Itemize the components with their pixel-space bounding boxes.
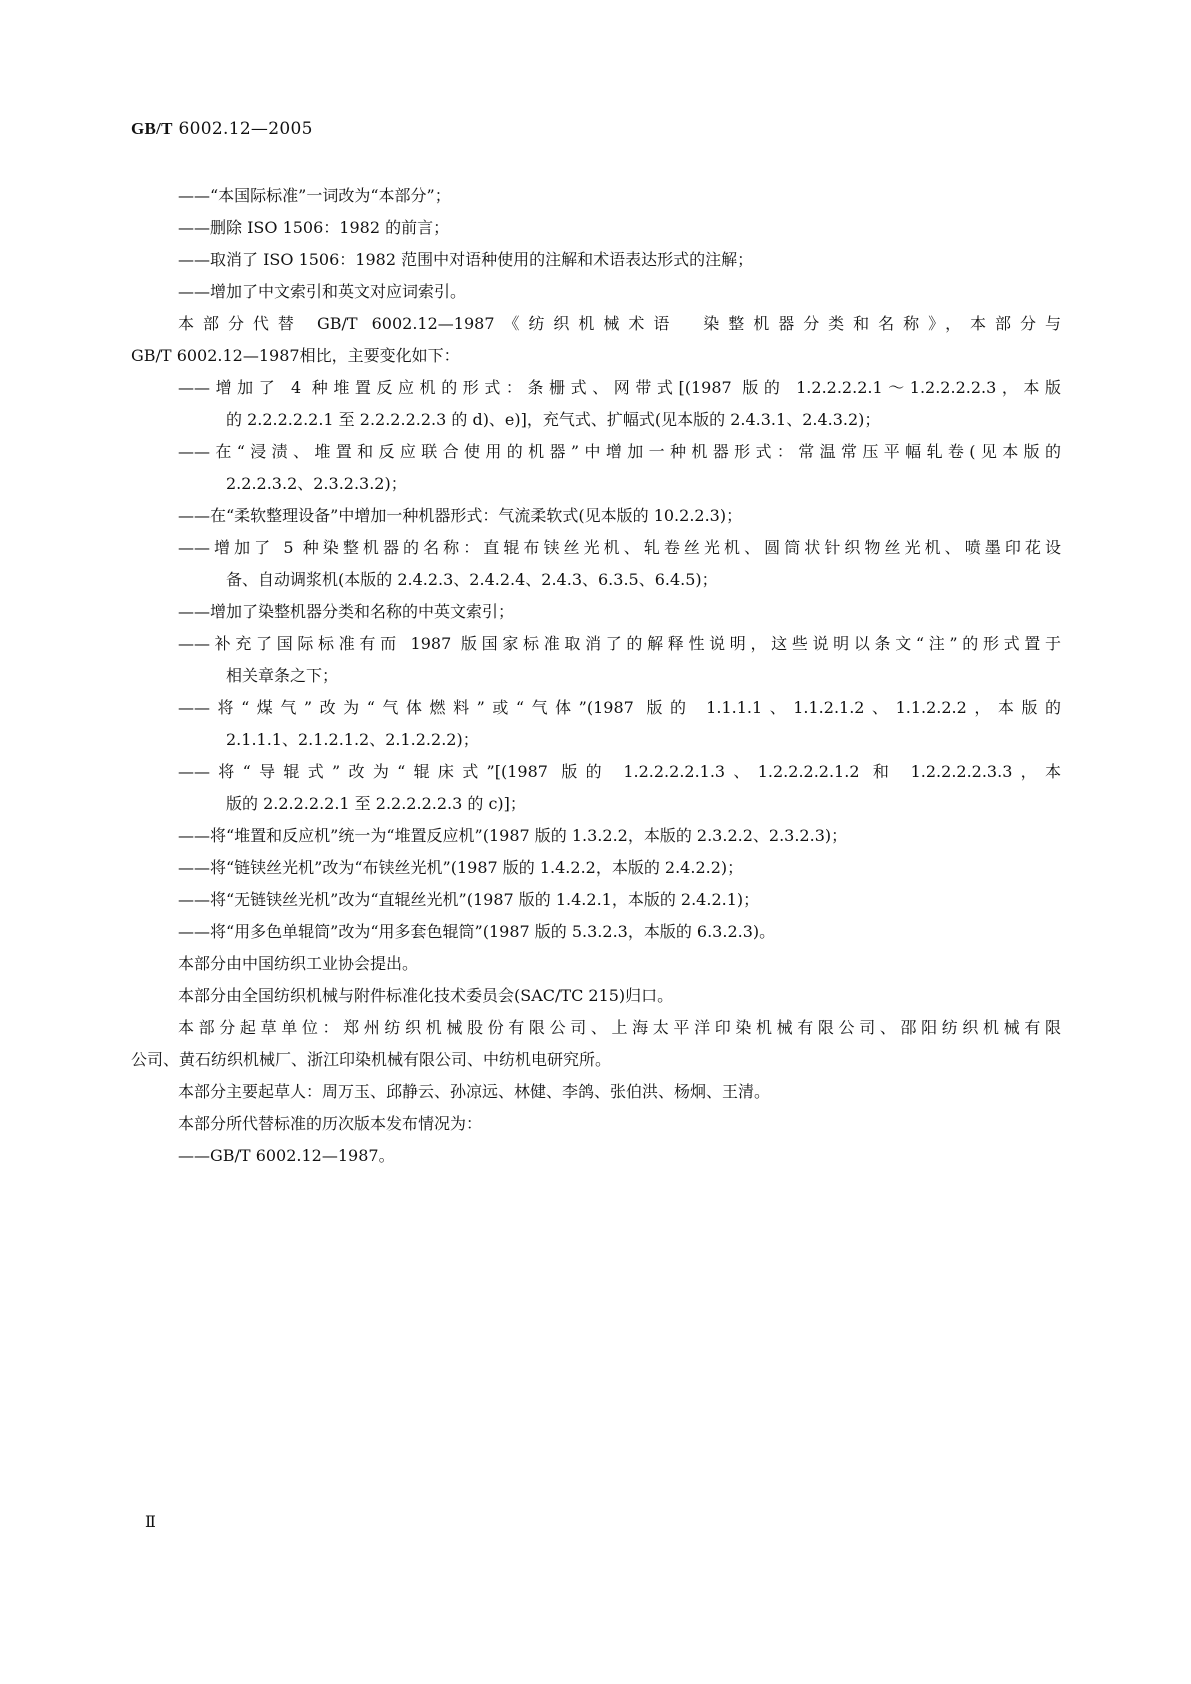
- text-line: 2.2.2.3.2、2.3.2.3.2)；: [226, 474, 407, 493]
- document-header: [131, 119, 313, 139]
- text-line: ——“本国际标准”一词改为“本部分”；: [178, 186, 451, 205]
- text-line: 本部分代替 GB/T 6002.12—1987《纺织机械术语 染整机器分类和名称》，本部分与: [178, 314, 1061, 333]
- text-line: 本部分起草单位：郑州纺织机械股份有限公司、上海太平洋印染机械有限公司、邵阳纺织机械有限: [178, 1018, 1061, 1037]
- text-line: ——补充了国际标准有而 1987 版国家标准取消了的解释性说明，这些说明以条文“注”的形式置于: [178, 634, 1061, 653]
- text-line: 2.1.1.1、2.1.2.1.2、2.1.2.2.2)；: [226, 730, 479, 749]
- text-line: ——在“柔软整理设备”中增加一种机器形式：气流柔软式(见本版的 10.2.2.3)；: [178, 506, 743, 525]
- text-line: ——取消了 ISO 1506：1982 范围中对语种使用的注解和术语表达形式的注解；: [178, 250, 754, 269]
- text-line: 本部分主要起草人：周万玉、邱静云、孙凉远、林健、李鸽、张伯洪、杨炯、王清。: [178, 1082, 771, 1101]
- text-line: GB/T 6002.12—1987相比，主要变化如下：: [131, 346, 460, 365]
- text-line: ——将“煤气”改为“气体燃料”或“气体”(1987 版的 1.1.1.1、1.1.2.1.2、1.1.2.2.2，本版的: [178, 698, 1061, 717]
- text-line: ——增加了中文索引和英文对应词索引。: [178, 282, 467, 301]
- foreword-body: [131, 180, 1061, 1172]
- header-prefix: GB/T: [131, 119, 173, 138]
- text-line: ——将“导辊式”改为“辊床式”[(1987 版的 1.2.2.2.2.1.3、1.2.2.2.2.1.2 和 1.2.2.2.2.3.3，本: [178, 762, 1061, 781]
- text-line: ——增加了 4 种堆置反应机的形式：条栅式、网带式[(1987 版的 1.2.2.2.2.1～1.2.2.2.2.3，本版: [178, 378, 1061, 397]
- text-line: 本部分由中国纺织工业协会提出。: [178, 954, 419, 973]
- text-line: ——删除 ISO 1506：1982 的前言；: [178, 218, 450, 237]
- text-line: ——GB/T 6002.12—1987。: [178, 1146, 395, 1165]
- text-line: ——在“浸渍、堆置和反应联合使用的机器”中增加一种机器形式：常温常压平幅轧卷(见本版的: [178, 442, 1061, 461]
- text-line: 备、自动调浆机(本版的 2.4.2.3、2.4.2.4、2.4.3、6.3.5、6.4.5)；: [226, 570, 718, 589]
- text-line: 本部分所代替标准的历次版本发布情况为：: [178, 1114, 483, 1133]
- text-line: 公司、黄石纺织机械厂、浙江印染机械有限公司、中纺机电研究所。: [131, 1050, 612, 1069]
- text-line: 相关章条之下；: [226, 666, 339, 685]
- text-line: ——将“堆置和反应机”统一为“堆置反应机”(1987 版的 1.3.2.2，本版的 2.3.2.2、2.3.2.3)；: [178, 826, 848, 845]
- text-line: 本部分由全国纺织机械与附件标准化技术委员会(SAC/TC 215)归口。: [178, 986, 674, 1005]
- header-number: 6002.12—2005: [172, 119, 313, 139]
- text-line: 的 2.2.2.2.2.1 至 2.2.2.2.2.3 的 d)、e)]，充气式、扩幅式(见本版的 2.4.3.1、2.4.3.2)；: [226, 410, 881, 429]
- page-number: Ⅱ: [145, 1512, 156, 1531]
- text-line: ——增加了染整机器分类和名称的中英文索引；: [178, 602, 515, 621]
- text-line: ——将“用多色单辊筒”改为“用多套色辊筒”(1987 版的 5.3.2.3，本版的 6.3.2.3)。: [178, 922, 776, 941]
- text-line: ——增加了 5 种染整机器的名称：直辊布铗丝光机、轧卷丝光机、圆筒状针织物丝光机、喷墨印花设: [178, 538, 1061, 557]
- text-line: ——将“链铗丝光机”改为“布铗丝光机”(1987 版的 1.4.2.2，本版的 2.4.2.2)；: [178, 858, 744, 877]
- text-line: 版的 2.2.2.2.2.1 至 2.2.2.2.2.3 的 c)]；: [226, 794, 526, 813]
- text-line: ——将“无链铗丝光机”改为“直辊丝光机”(1987 版的 1.4.2.1，本版的 2.4.2.1)；: [178, 890, 760, 909]
